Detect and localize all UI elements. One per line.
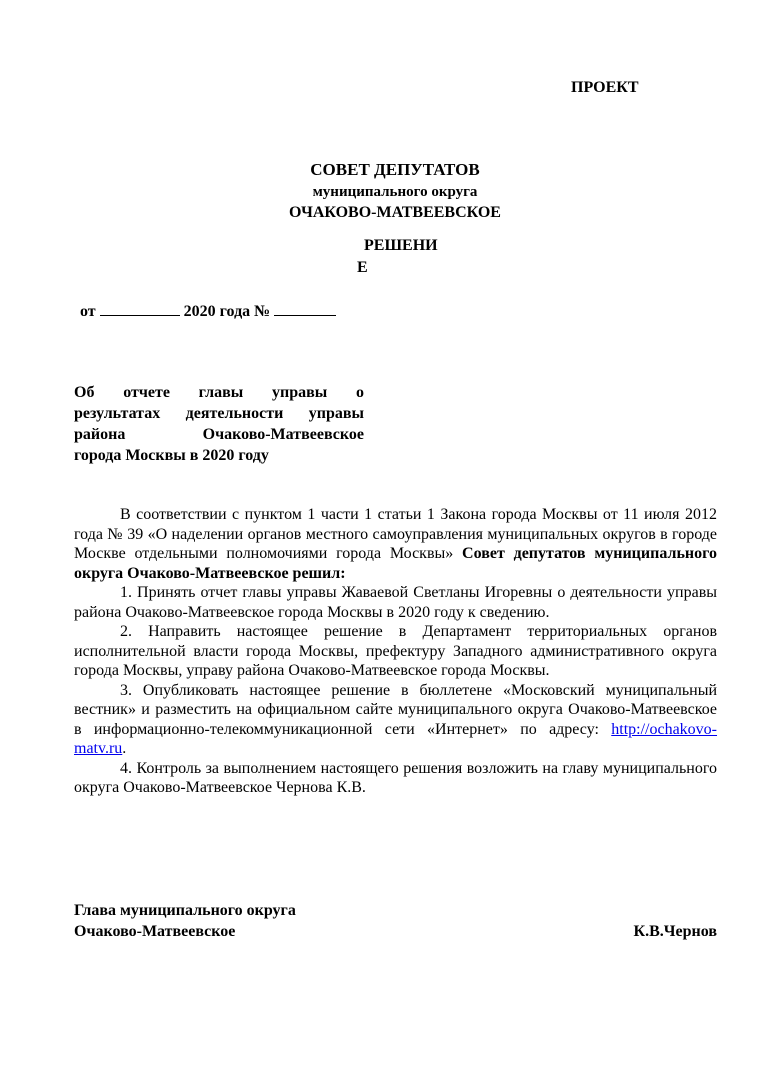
- subject-line: результатах деятельности управы: [74, 405, 364, 422]
- preamble-paragraph: [74, 505, 717, 583]
- item-4: 4. Контроль за выполнением настоящего решения возложить на главу муниципального округа Очаково-Матвеевское Чернова К.В.: [74, 759, 717, 796]
- decision-body: [74, 505, 717, 798]
- date-prefix: от: [80, 303, 96, 320]
- item-3: [74, 681, 717, 759]
- item-2: 2. Направить настоящее решение в Департамент территориальных органов исполнительной власти города Москвы, префектуру Западного административного округа города Москвы, управу района Очаково-Матвеевское города Москвы.: [74, 623, 717, 679]
- signature-name: К.В.Чернов: [633, 923, 717, 940]
- preamble-resolution: Совет депутатов муниципального округа Очаково-Матвеевское решил:: [74, 545, 717, 582]
- signature-block: [74, 900, 717, 942]
- date-line: [80, 301, 336, 321]
- website-link[interactable]: http://ochakovo-matv.ru: [74, 720, 718, 757]
- decision-subject: [74, 382, 364, 466]
- subject-line: Об отчете главы управы о: [74, 384, 364, 401]
- document-header: [200, 158, 590, 224]
- municipal-line: муниципального округа: [312, 184, 478, 200]
- subject-line: района Очаково-Матвеевское: [74, 426, 364, 443]
- item-3-end: .: [122, 740, 127, 757]
- council-title: СОВЕТ ДЕПУТАТОВ: [310, 160, 480, 179]
- signature-row: [74, 921, 717, 942]
- project-mark: ПРОЕКТ: [571, 79, 639, 96]
- preamble-text: В соответствии с пунктом 1 части 1 статьи 1 Закона города Москвы от 11 июля 2012 года № 39 «О наделении органов местного самоуправления муниципальных округов в городе Москве отдельными полномочиями города Москвы»: [74, 506, 717, 562]
- number-blank: [274, 301, 336, 316]
- date-year: 2020 года №: [183, 303, 271, 320]
- subject-line: города Москвы в 2020 году: [74, 447, 269, 464]
- decision-title-part2: Е: [357, 259, 368, 276]
- district-name: ОЧАКОВО-МАТВЕЕВСКОЕ: [289, 204, 501, 221]
- item-1: 1. Принять отчет главы управы Жаваевой Светланы Игоревны о деятельности управы района Очаково-Матвеевское города Москвы в 2020 году к сведению.: [74, 584, 717, 621]
- signature-title-line1: Глава муниципального округа: [74, 902, 296, 919]
- date-blank: [100, 301, 180, 316]
- item-3-text: 3. Опубликовать настоящее решение в бюллетене «Московский муниципальный вестник» и разместить на официальном сайте муниципального округа Очаково-Матвеевское в информационно-телекоммуникационной сети «Интернет» по адресу:: [74, 681, 717, 738]
- decision-title-part1: РЕШЕНИ: [364, 237, 438, 254]
- signature-title-line2: Очаково-Матвеевское: [74, 923, 236, 940]
